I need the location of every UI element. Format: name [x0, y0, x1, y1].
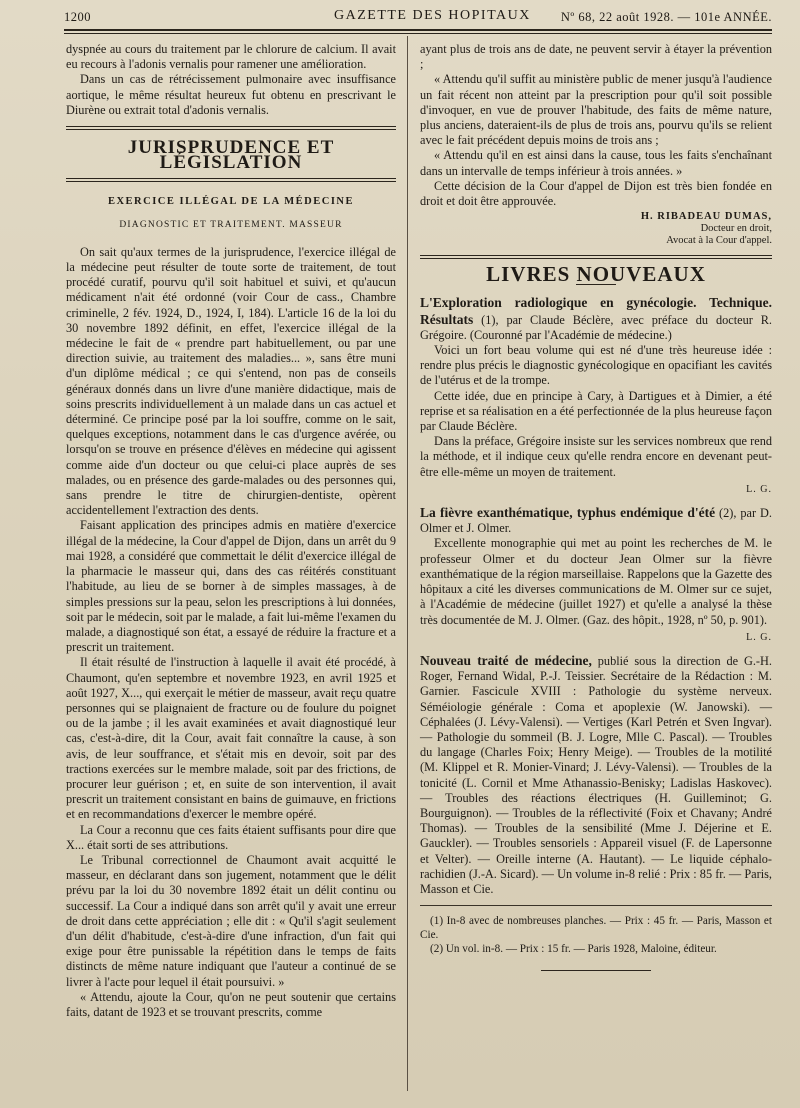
right-column: [420, 42, 772, 971]
book-title: La fièvre exanthématique, typhus endémique d'été: [420, 505, 716, 521]
header-rule-thin: [64, 33, 772, 34]
book-title: L'Exploration radiologique en gynécologie. Technique. Résultats: [420, 295, 772, 327]
book-title: Nouveau traité de médecine,: [420, 652, 592, 668]
review-initials: L. G.: [746, 483, 772, 495]
article-paragraph: « Attendu qu'il suffit au ministère public de mener jusqu'à l'audience un fait récent non atteint par la prescription pour qu'il soit possible d'invoquer, en vue de prouver l'habitude, des faits de même nature, plus anciens, dateraient-ils de plus de trois ans, pourvu qu'ils se relient avec le fait précédent depuis moins de trois ans ;: [420, 72, 772, 148]
book-review: [420, 505, 772, 645]
author-name: H. RIBADEAU DUMAS,: [640, 211, 772, 223]
page-number: 1200: [64, 10, 91, 24]
running-header: [64, 6, 772, 28]
footnote: (2) Un vol. in-8. — Prix : 15 fr. — Paris 1928, Maloine, éditeur.: [430, 943, 717, 956]
article-paragraph: Il était résulté de l'instruction à laquelle il avait été procédé, à Chaumont, qu'en septembre et novembre 1923, en avril 1925 et août 1927, X..., qui exerçait le métier de masseur, avait reçu quatre personnes qui se plaignaient de fracture ou de foulure du poignet ou de la jambe ; il les avait examinées et avait diagnostiqué leur cas, c'est-à-dire, dit la Cour, avait fait connaître la cause, à son avis, de leur souffrance, et s'était mis en devoir, soit par des tractions exercées sur le membre malade, soit par des frictions, de procurer leur guérison ; et, en suite de son intervention, il avait prescrit un traitement consistant en bains de guimauve, en frictions et en recommandations d'exercer le membre opéré.: [66, 655, 396, 822]
left-column: [66, 42, 396, 1020]
article-paragraph: « Attendu qu'il en est ainsi dans la cause, tous les faits s'enchaînant dans un intervalle de temps inférieur à trois années. »: [420, 148, 772, 178]
book-byline: publié sous la direction de G.-H. Roger, Fernand Widal, P.-J. Teissier. Secrétaire de la Rédaction : M. Garnier. Fascicule XVIII : Pathologie du système nerveux. Séméiologie générale : Coma et apoplexie (W. Janowski). — Céphalées (J. Lévy-Valensi). — Vertiges (Karl Petrén et Sven Ingvar). — Pathologie du sommeil (B. J. Logre, Mlle C. Pascal). — Troubles du langage (Charles Foix; Henry Meige). — Troubles de la motilité (M. Klippel et R. Monier-Vinard; J. Lévy-Valensi). — Troubles de la tonicité (L. Cornil et Mme Athanassio-Benisky; Ladislas Haskovec). — Troubles des réactions électriques (H. Guilleminot; G. Bourguignon). — Troubles de la réflectivité (Foix et Chavany; André Thomas). — Troubles de la sensibilité (Mme J. Déjerine et E. Gauckler). — Troubles sensoriels : Appareil visuel (F. de Lapersonne et Velter). — Oreille interne (A. Hautant). — Le liquide céphalo-rachidien (J.-A. Sicard). — Un volume in-8 relié : Prix : 85 fr. — Paris, Masson et Cie.: [420, 653, 772, 896]
issue-info: Nº 68, 22 août 1928. — 101e ANNÉE.: [560, 10, 772, 24]
end-ornament: [541, 970, 651, 971]
author-title: Docteur en droit,: [700, 223, 772, 235]
review-paragraph: Cette idée, due en principe à Cary, à Dartigues et à Dimier, a été reprise et sa réalisation en a été perfectionnée de la plus heureuse façon par Claude Béclère.: [420, 388, 772, 434]
review-paragraph: Voici un fort beau volume qui est né d'une très heureuse idée : rendre plus précis le diagnostic gynécologique en opacifiant les cavités de l'utérus et de la trompe.: [420, 343, 772, 388]
section-rule: [66, 126, 396, 130]
article-paragraph: « Attendu, ajoute la Cour, qu'on ne peut soutenir que certains faits, datant de 1923 et se trouvant prescrits, comme: [66, 989, 396, 1019]
book-byline: (2), par D. Olmer et J. Olmer.: [420, 506, 772, 536]
review-initials: L. G.: [746, 631, 772, 643]
article-paragraph: La Cour a reconnu que ces faits étaient suffisants pour dire que X... était sorti de ses attributions.: [66, 822, 396, 852]
article-paragraph: Le Tribunal correctionnel de Chaumont avait acquitté le masseur, en déclarant dans son jugement, notamment que le délit prévu par la loi du 30 novembre 1892 était un délit continu ou successif. La Cour a indiqué dans son arrêt qu'il y avait une erreur de droit dans cette appréciation ; elle dit : « Qu'il s'agit seulement d'un délit d'habitude, c'est-à-dire d'une infraction, d'un fait qui exige pour être punissable la répétition dans le temps de faits distincts de même nature indiquant que l'auteur a continué de se livrer à l'acte pour lequel il était poursuivi. »: [66, 852, 396, 989]
header-rule: [64, 29, 772, 31]
section-rule: [420, 255, 772, 259]
book-review: [420, 653, 772, 897]
article-paragraph: Faisant application des principes admis en matière d'exercice illégal de la médecine, la Cour d'appel de Dijon, dans un arrêt du 9 mai 1928, a considéré que commettait le délit d'exercice illégal de la pharmacie le masseur qui, dans des cas réitérés constituant l'habitude, au lieu de se borner à de simples massages, à de simples pressions sur la peau, selon les prescriptions à lui données, soit par le médecin, soit par le malade, a fait lui-même l'examen du malade, a diagnostiqué son état, a essayé de réduire la fracture et a prescrit un traitement.: [66, 518, 397, 655]
section-rule: [66, 178, 396, 182]
book-review: [420, 295, 772, 497]
book-byline: (1), par Claude Béclère, avec préface du docteur R. Grégoire. (Couronné par l'Académie de médecine.): [420, 312, 772, 342]
section-title-livres: LIVRES NOUVEAUX: [486, 262, 706, 287]
intro-paragraph: Dans un cas de rétrécissement pulmonaire avec insuffisance aortique, le même résultat heureux fut obtenu en prescrivant le Diurène ou extrait total d'adonis vernalis.: [66, 72, 396, 117]
author-title: Avocat à la Cour d'appel.: [666, 235, 772, 247]
footnote: (1) In-8 avec de nombreuses planches. — Prix : 45 fr. — Paris, Masson et Cie.: [420, 915, 772, 942]
article-title: EXERCICE ILLÉGAL DE LA MÉDECINE: [107, 196, 355, 208]
intro-paragraph: dyspnée au cours du traitement par le chlorure de calcium. Il avait eu recours à l'adonis vernalis pour ramener une amélioration.: [66, 42, 396, 72]
footnote-rule: [420, 905, 772, 906]
footnotes: [420, 914, 772, 956]
review-paragraph: Dans la préface, Grégoire insiste sur les services nombreux que rend la méthode, et il indique ceux qu'elle rendra encore en devenant peut-être elle-même un moyen de traitement.: [420, 434, 772, 479]
article-subtitle: DIAGNOSTIC ET TRAITEMENT. MASSEUR: [119, 219, 343, 230]
article-paragraph: Cette décision de la Cour d'appel de Dijon est très bien fondée en droit et doit être approuvée.: [420, 178, 772, 209]
article-paragraph: ayant plus de trois ans de date, ne peuvent servir à étayer la prévention ;: [420, 42, 772, 72]
author-signature: [420, 211, 772, 247]
section-title-jurisprudence: JURISPRUDENCE ET LÉGISLATION: [127, 137, 335, 174]
journal-title: GAZETTE DES HOPITAUX: [334, 8, 531, 23]
article-paragraph: On sait qu'aux termes de la jurisprudence, l'exercice illégal de la médecine peut résulter de toute sorte de traitement, de tout procédé curatif, pourvu qu'il soit habituel et suivi, et qu'aucun médicament n'ait été ordonné (voir Cour de cass., Chambre criminelle, 2 fév. 1924, D., 1924, I, 184). L'article 16 de la loi du 30 novembre 1892 définit, en effet, l'exercice illégal de la médecine le fait de « prendre part habituellement, ou par une direction suivie, au traitement des maladies... », sans être muni d'un diplôme médical ; ce qui s'entend, non pas de conseils généraux donnés dans un livre d'une manière didactique, mais de soins prescrits individuellement à un malade dans un cas actuel et déterminé. Ce principe posé par la loi souffre, comme on le sait, quelques exceptions, notamment dans le cas d'urgence avérée, ou lorsqu'on se trouve en présence d'élèves en médecine qui agissent comme aide d'un docteur ou que celui-ci place auprès de ses malades, ou en présence des garde-malades ou des personnes qui, sans prendre le titre de chirurgien-dentiste, opèrent accidentellement l'extraction des dents.: [66, 244, 396, 518]
review-paragraph: Excellente monographie qui met au point les recherches de M. le professeur Olmer et du docteur Jean Olmer sur la fièvre exanthématique de la région marseillaise. Rappelons que la Gazette des hôpitaux a cité les diverses communications de M. Olmer sur ce sujet, à l'Académie de médecine (juillet 1927) et qu'elle a analysé la thèse très documentée de M. J. Olmer. (Gaz. des hôpit., 1928, nº 50, p. 901).: [420, 536, 772, 627]
column-divider: [407, 36, 408, 1091]
